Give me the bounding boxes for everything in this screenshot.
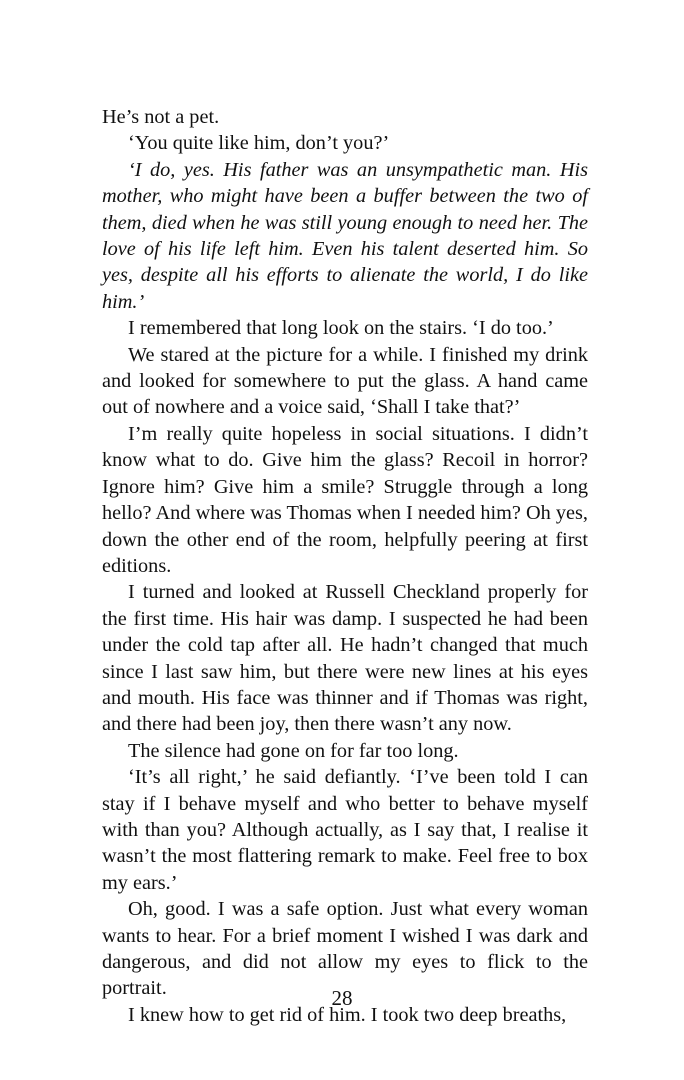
- paragraph: I knew how to get rid of him. I took two deep breaths,: [128, 1003, 567, 1026]
- paragraph: I turned and looked at Russell Checkland properly for the first time. His hair was damp. I suspected he had been under the cold tap after all. He hadn’t changed that much since I last saw him, but there were new lines at his eyes and mouth. His face was thinner and if Thomas was right, and there had been joy, then there wasn’t any now.: [102, 581, 588, 736]
- paragraph: We stared at the picture for a while. I finished my drink and looked for somewhere to put the glass. A hand came out of nowhere and a voice said, ‘Shall I take that?’: [102, 343, 588, 419]
- paragraph: I’m really quite hopeless in social situations. I didn’t know what to do. Give him the glass? Recoil in horror? Ignore him? Give him a smile? Struggle through a long hello? And where was Thomas when I needed him? Oh yes, down the other end of the room, helpfully peering at first editions.: [102, 422, 588, 577]
- paragraph: ‘It’s all right,’ he said defiantly. ‘I’ve been told I can stay if I behave myself and who better to behave myself with than you? Although actually, as I say that, I realise it wasn’t the most flattering remark to make. Feel free to box my ears.’: [102, 766, 588, 894]
- paragraph-italic: ‘I do, yes. His father was an unsympathetic man. His mother, who might have been a buffer between the two of them, died when he was still young enough to need her. The love of his life left him. Even his talent deserted him. So yes, despite all his efforts to alienate the world, I do like him.’: [102, 158, 588, 313]
- paragraph: I remembered that long look on the stairs. ‘I do too.’: [128, 317, 554, 340]
- page-number: 28: [331, 986, 353, 1010]
- paragraph: The silence had gone on for far too long.: [128, 739, 459, 762]
- paragraph: Oh, good. I was a safe option. Just what every woman wants to hear. For a brief moment I wished I was dark and dangerous, and did not allow my eyes to flick to the portrait.: [102, 898, 588, 1000]
- paragraph: ‘You quite like him, don’t you?’: [128, 132, 390, 155]
- paragraph: He’s not a pet.: [102, 106, 220, 128]
- body-text: [102, 104, 588, 1028]
